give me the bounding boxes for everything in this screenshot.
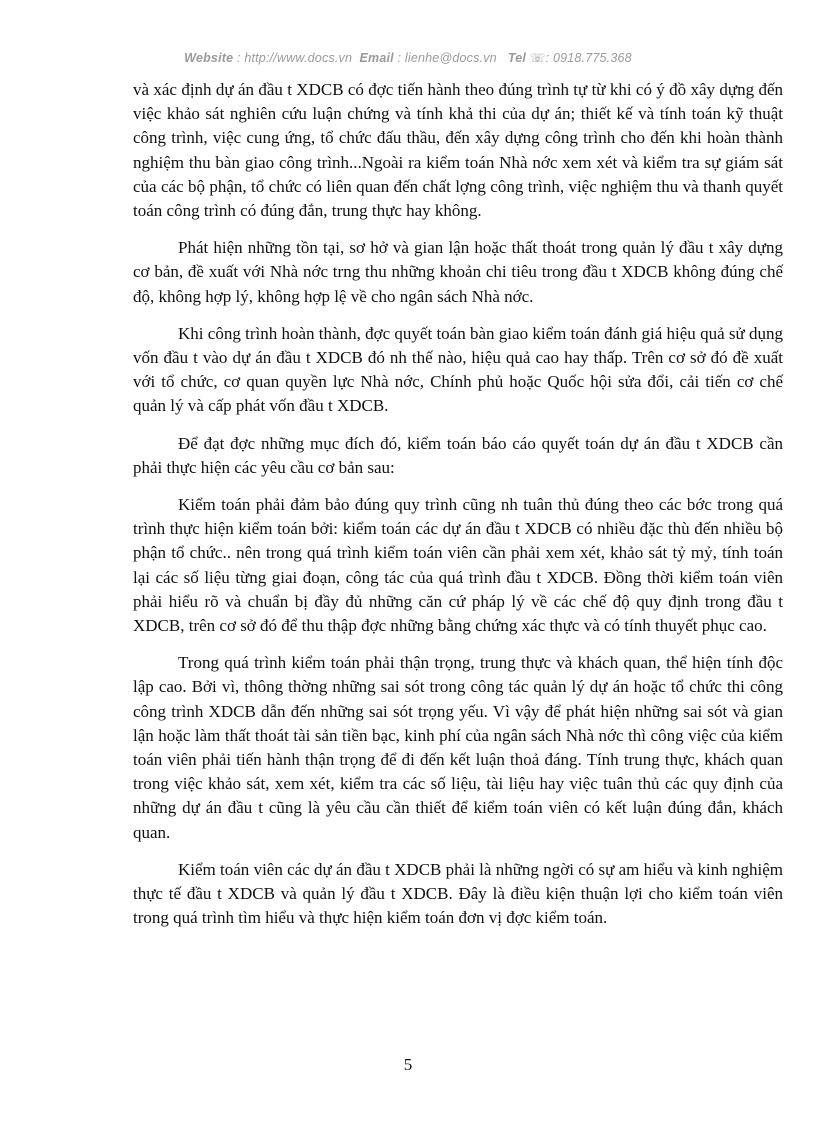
- page-number: 5: [403, 1055, 413, 1074]
- phone-icon: ☏: [529, 51, 546, 65]
- document-body: [133, 78, 783, 944]
- website-label: Website: [184, 51, 234, 65]
- website-value: : http://www.docs.vn: [236, 51, 353, 65]
- email-value: : lienhe@docs.vn: [397, 51, 497, 65]
- paragraph-2: Phát hiện những tồn tại, sơ hở và gian lận hoặc thất thoát trong quản lý đầu t xây dựng cơ bản, đề xuất với Nhà nớc trng thu những khoản chi tiêu trong đầu t XDCB không đúng chế độ, không hợp lý, không hợp lệ về cho ngân sách Nhà nớc.: [133, 238, 783, 306]
- paragraph-3: Khi công trình hoàn thành, đợc quyết toán bàn giao kiểm toán đánh giá hiệu quả sử dụng vốn đầu t vào dự án đầu t XDCB đó nh thế nào, hiệu quả cao hay thấp. Trên cơ sở đó đề xuất với tổ chức, cơ quan quyền lực Nhà nớc, Chính phủ hoặc Quốc hội sửa đổi, cải tiến cơ chế quản lý và cấp phát vốn đầu t XDCB.: [133, 323, 783, 416]
- paragraph-1: và xác định dự án đầu t XDCB có đợc tiến hành theo đúng trình tự từ khi có ý đồ xây dựng đến việc khảo sát nghiên cứu luận chứng và tính khả thi của dự án; thiết kế và tính toán kỹ thuật công trình, việc cung ứng, tổ chức đấu thầu, đến xây dựng công trình cho đến khi hoàn thành nghiệm thu bàn giao công trình...Ngoài ra kiểm toán Nhà nớc xem xét và kiểm tra sự giám sát của các bộ phận, tổ chức có liên quan đến chất lợng công trình, việc nghiệm thu và thanh quyết toán công trình có đúng đắn, trung thực hay không.: [133, 80, 783, 221]
- email-label: Email: [359, 51, 394, 65]
- paragraph-5: Kiểm toán phải đảm bảo đúng quy trình cũng nh tuân thủ đúng theo các bớc trong quá trình thực hiện kiểm toán bởi: kiểm toán các dự án đầu t XDCB có nhiều đặc thù đến nhiều bộ phận tổ chức.. nên trong quá trình kiểm toán viên cần phải xem xét, khảo sát tỷ mỷ, tính toán lại các số liệu từng giai đoạn, công tác của quá trình đầu t XDCB. Đồng thời kiểm toán viên phải hiểu rõ và chuẩn bị đầy đủ những căn cứ pháp lý về các chế độ quy định trong đầu t XDCB, trên cơ sở đó để thu thập đợc những bằng chứng xác thực và có tính thuyết phục cao.: [133, 495, 783, 636]
- page-header: [0, 50, 816, 65]
- tel-label: Tel: [507, 51, 527, 65]
- paragraph-7: Kiểm toán viên các dự án đầu t XDCB phải là những ngời có sự am hiểu và kinh nghiệm thực tế đầu t XDCB và quản lý đầu t XDCB. Đây là điều kiện thuận lợi cho kiểm toán viên trong quá trình tìm hiểu và thực hiện kiểm toán đơn vị đợc kiểm toán.: [133, 859, 783, 928]
- tel-value: : 0918.775.368: [545, 51, 632, 65]
- paragraph-4: Để đạt đợc những mục đích đó, kiểm toán báo cáo quyết toán dự án đầu t XDCB cần phải thực hiện các yêu cầu cơ bản sau:: [133, 433, 783, 477]
- paragraph-6: Trong quá trình kiểm toán phải thận trọng, trung thực và khách quan, thể hiện tính độc lập cao. Bởi vì, thông thờng những sai sót trong công tác quản lý dự án hoặc tổ chức thi công công trình XDCB dẫn đến những sai sót trọng yếu. Vì vậy để phát hiện những sai sót và gian lận hoặc làm thất thoát tài sản tiền bạc, kinh phí của ngân sách Nhà nớc thì công việc của kiểm toán viên phải tiến hành thận trọng để đi đến kết luận thoả đáng. Tính trung thực, khách quan trong việc khảo sát, xem xét, kiểm tra các số liệu, tài liệu hay việc tuân thủ các quy định của những dự án đầu t cũng là yêu cầu cần thiết để kiểm toán viên có kết luận đúng đắn, khách quan.: [133, 653, 783, 842]
